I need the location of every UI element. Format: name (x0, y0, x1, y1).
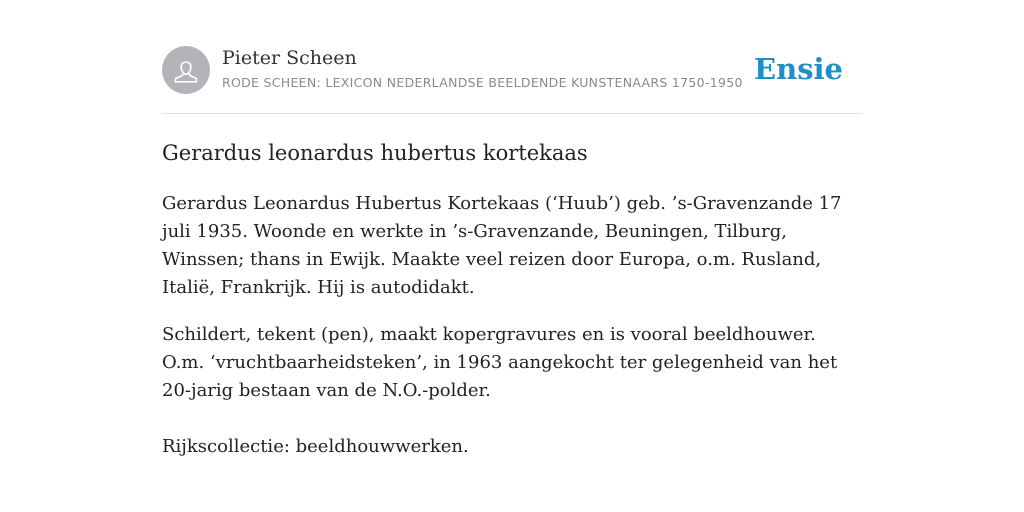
brand-logo[interactable]: Ensie (754, 52, 843, 86)
paragraph: Schildert, tekent (pen), maakt kopergravures en is vooral beeldhouwer. O.m. ‘vruchtbaarheidsteken’, in 1963 aangekocht ter gelegenheid van het 20-jarig bestaan van de N.O.-polder. (162, 324, 838, 401)
page-title: Gerardus leonardus hubertus kortekaas (162, 141, 588, 165)
article-body (162, 190, 862, 461)
author-header (162, 46, 862, 96)
paragraph: Rijkscollectie: beeldhouwwerken. (162, 436, 469, 457)
author-source[interactable]: RODE SCHEEN: LEXICON NEDERLANDSE BEELDENDE KUNSTENAARS 1750-1950 (222, 75, 743, 90)
avatar[interactable] (162, 46, 210, 94)
user-silhouette-icon (162, 46, 210, 94)
paragraph: Gerardus Leonardus Hubertus Kortekaas (‘Huub’) geb. ’s-Gravenzande 17 juli 1935. Woonde en werkte in ’s-Gravenzande, Beuningen, Tilburg, Winssen; thans in Ewijk. Maakte veel reizen door Europa, o.m. Rusland, Italië, Frankrijk. Hij is autodidakt. (162, 193, 842, 298)
author-name[interactable]: Pieter Scheen (222, 47, 357, 69)
header-divider (162, 113, 862, 114)
article-card (162, 0, 862, 512)
